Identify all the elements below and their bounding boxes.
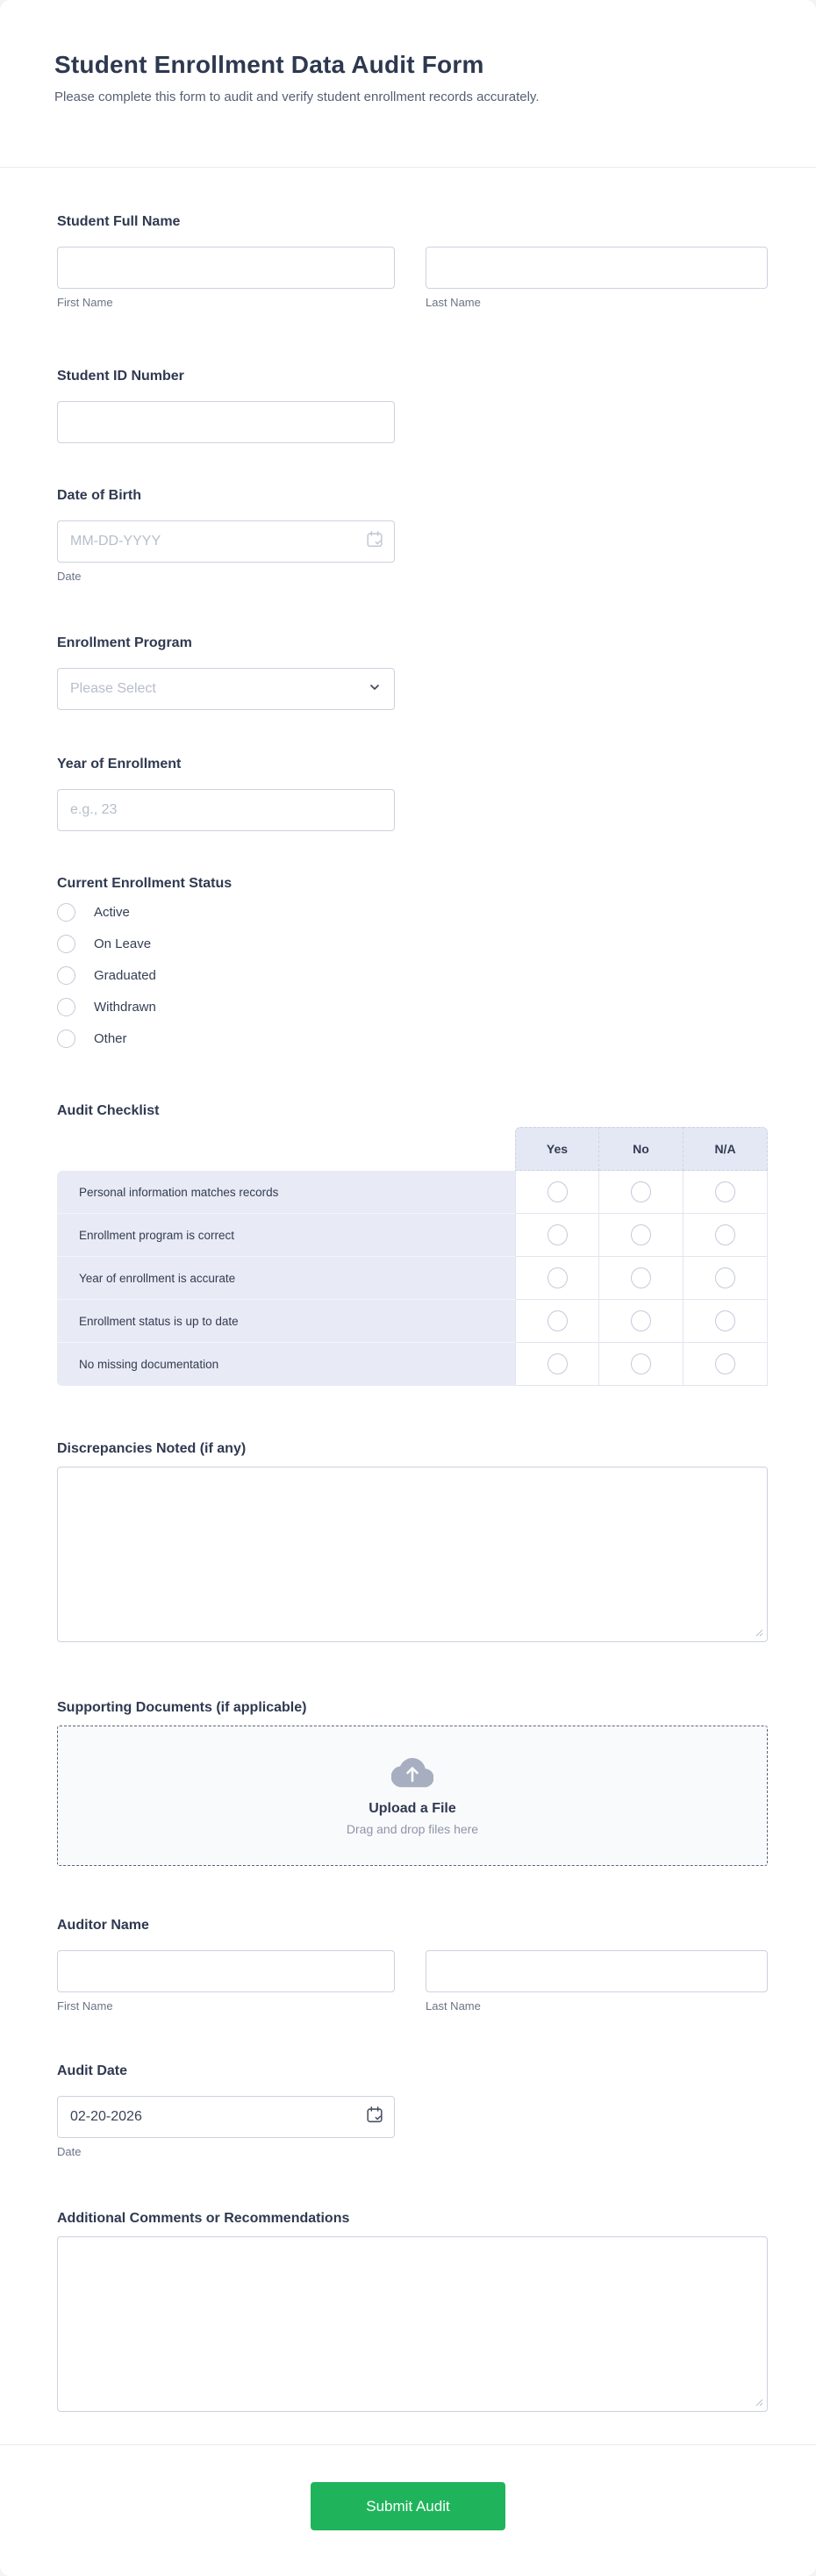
checklist-radio[interactable]: [631, 1181, 651, 1202]
checklist-row-label: Personal information matches records: [57, 1171, 515, 1214]
student-name-inputs: [57, 247, 768, 310]
field-year: [57, 756, 768, 831]
cloud-upload-icon: [391, 1756, 433, 1792]
dob-sublabel: Date: [57, 570, 82, 583]
field-auditor-name: [57, 1917, 768, 2013]
checklist-row-label: Enrollment program is correct: [57, 1214, 515, 1257]
checklist-cell-yes[interactable]: [515, 1214, 599, 1257]
chevron-down-icon: [368, 680, 382, 699]
auditor-last-name-col: [426, 1950, 768, 2013]
field-comments: [57, 2210, 768, 2416]
auditor-name-inputs: [57, 1950, 768, 2013]
checklist-cell-na[interactable]: [684, 1300, 768, 1343]
status-option-label: Withdrawn: [94, 1000, 156, 1015]
student-last-name-col: [426, 247, 768, 310]
checklist-row-label: Enrollment status is up to date: [57, 1300, 515, 1343]
form-body: [0, 168, 816, 2416]
checklist-radio[interactable]: [715, 1181, 735, 1202]
checklist-row-label: No missing documentation: [57, 1343, 515, 1386]
audit-date-sublabel: Date: [57, 2145, 82, 2158]
year-label: Year of Enrollment: [57, 757, 182, 771]
auditor-name-label: Auditor Name: [57, 1918, 149, 1933]
student-last-name-sublabel: Last Name: [426, 296, 481, 309]
radio-icon[interactable]: [57, 935, 75, 953]
field-audit-date: [57, 2063, 768, 2159]
page-subtitle: Please complete this form to audit and verify student enrollment records accurately.: [54, 90, 540, 104]
auditor-last-name-input[interactable]: [426, 1950, 768, 1992]
checklist-radio[interactable]: [631, 1267, 651, 1288]
field-dob: [57, 487, 768, 584]
checklist-cell-yes[interactable]: [515, 1300, 599, 1343]
checklist-radio[interactable]: [548, 1353, 568, 1374]
student-last-name-input[interactable]: [426, 247, 768, 289]
student-first-name-input[interactable]: [57, 247, 395, 289]
checklist-radio[interactable]: [548, 1310, 568, 1331]
status-option-active[interactable]: [57, 903, 768, 922]
student-id-label: Student ID Number: [57, 369, 184, 384]
field-checklist: [57, 1102, 768, 1386]
checklist-label: Audit Checklist: [57, 1103, 160, 1118]
upload-hint: Drag and drop files here: [346, 1821, 479, 1836]
dob-label: Date of Birth: [57, 488, 141, 503]
status-options: [57, 903, 768, 1048]
checklist-radio[interactable]: [548, 1267, 568, 1288]
student-name-label: Student Full Name: [57, 214, 181, 229]
audit-date-input[interactable]: [57, 2096, 395, 2138]
status-option-label: Active: [94, 905, 130, 920]
student-first-name-sublabel: First Name: [57, 296, 113, 309]
auditor-last-name-sublabel: Last Name: [426, 1999, 481, 2013]
radio-icon[interactable]: [57, 998, 75, 1016]
year-input[interactable]: [57, 789, 395, 831]
dob-input[interactable]: [57, 520, 395, 563]
status-label: Current Enrollment Status: [57, 876, 233, 891]
field-status: [57, 875, 768, 1048]
program-select[interactable]: [57, 668, 395, 710]
program-select-value: Please Select: [70, 681, 156, 696]
checklist-radio[interactable]: [715, 1353, 735, 1374]
checklist-col-yes: Yes: [515, 1127, 599, 1171]
status-option-graduated[interactable]: [57, 966, 768, 985]
checklist-radio[interactable]: [631, 1310, 651, 1331]
checklist-radio[interactable]: [548, 1181, 568, 1202]
discrepancies-label: Discrepancies Noted (if any): [57, 1441, 247, 1456]
submit-audit-button[interactable]: Submit Audit: [311, 2482, 505, 2530]
comments-textarea-wrap: [57, 2236, 768, 2416]
discrepancies-textarea[interactable]: [57, 1467, 768, 1642]
radio-icon[interactable]: [57, 966, 75, 985]
checklist-cell-na[interactable]: [684, 1343, 768, 1386]
radio-icon[interactable]: [57, 903, 75, 922]
discrepancies-textarea-wrap: [57, 1467, 768, 1647]
field-program: [57, 635, 768, 710]
checklist-corner: [57, 1127, 515, 1171]
checklist-cell-no[interactable]: [599, 1257, 684, 1300]
documents-label: Supporting Documents (if applicable): [57, 1700, 307, 1715]
auditor-first-name-sublabel: First Name: [57, 1999, 113, 2013]
checklist-radio[interactable]: [631, 1353, 651, 1374]
audit-date-label: Audit Date: [57, 2063, 127, 2078]
checklist-cell-no[interactable]: [599, 1300, 684, 1343]
checklist-cell-yes[interactable]: [515, 1171, 599, 1214]
form-header: [0, 0, 816, 168]
field-student-name: [57, 213, 768, 310]
status-option-label: On Leave: [94, 936, 152, 951]
checklist-row-label: Year of enrollment is accurate: [57, 1257, 515, 1300]
radio-icon[interactable]: [57, 1030, 75, 1048]
status-option-label: Graduated: [94, 968, 156, 983]
upload-title: Upload a File: [369, 1800, 456, 1816]
program-label: Enrollment Program: [57, 635, 192, 650]
audit-date-input-wrap: [57, 2096, 395, 2138]
dob-input-wrap: [57, 520, 395, 563]
checklist-radio[interactable]: [548, 1224, 568, 1245]
checklist-cell-na[interactable]: [684, 1214, 768, 1257]
auditor-first-name-col: [57, 1950, 395, 2013]
checklist-radio[interactable]: [631, 1224, 651, 1245]
checklist-radio[interactable]: [715, 1310, 735, 1331]
status-option-on-leave[interactable]: [57, 935, 768, 953]
field-discrepancies: [57, 1440, 768, 1647]
page-title: Student Enrollment Data Audit Form: [54, 51, 484, 78]
checklist-col-no: No: [599, 1127, 684, 1171]
checklist-cell-na[interactable]: [684, 1171, 768, 1214]
status-option-label: Other: [94, 1031, 127, 1046]
form-footer: [0, 2444, 816, 2576]
comments-label: Additional Comments or Recommendations: [57, 2211, 350, 2226]
checklist-col-na: N/A: [684, 1127, 768, 1171]
status-option-other[interactable]: [57, 1030, 768, 1048]
checklist-table: [57, 1127, 768, 1386]
student-id-input[interactable]: [57, 401, 395, 443]
checklist-cell-yes[interactable]: [515, 1257, 599, 1300]
checklist-radio[interactable]: [715, 1224, 735, 1245]
comments-textarea[interactable]: [57, 2236, 768, 2412]
checklist-cell-no[interactable]: [599, 1343, 684, 1386]
checklist-cell-no[interactable]: [599, 1171, 684, 1214]
checklist-radio[interactable]: [715, 1267, 735, 1288]
auditor-first-name-input[interactable]: [57, 1950, 395, 1992]
field-student-id: [57, 368, 768, 443]
file-upload-dropzone[interactable]: [57, 1726, 768, 1866]
status-option-withdrawn[interactable]: [57, 998, 768, 1016]
checklist-cell-na[interactable]: [684, 1257, 768, 1300]
student-first-name-col: [57, 247, 395, 310]
checklist-cell-yes[interactable]: [515, 1343, 599, 1386]
field-documents: [57, 1699, 768, 1866]
checklist-cell-no[interactable]: [599, 1214, 684, 1257]
